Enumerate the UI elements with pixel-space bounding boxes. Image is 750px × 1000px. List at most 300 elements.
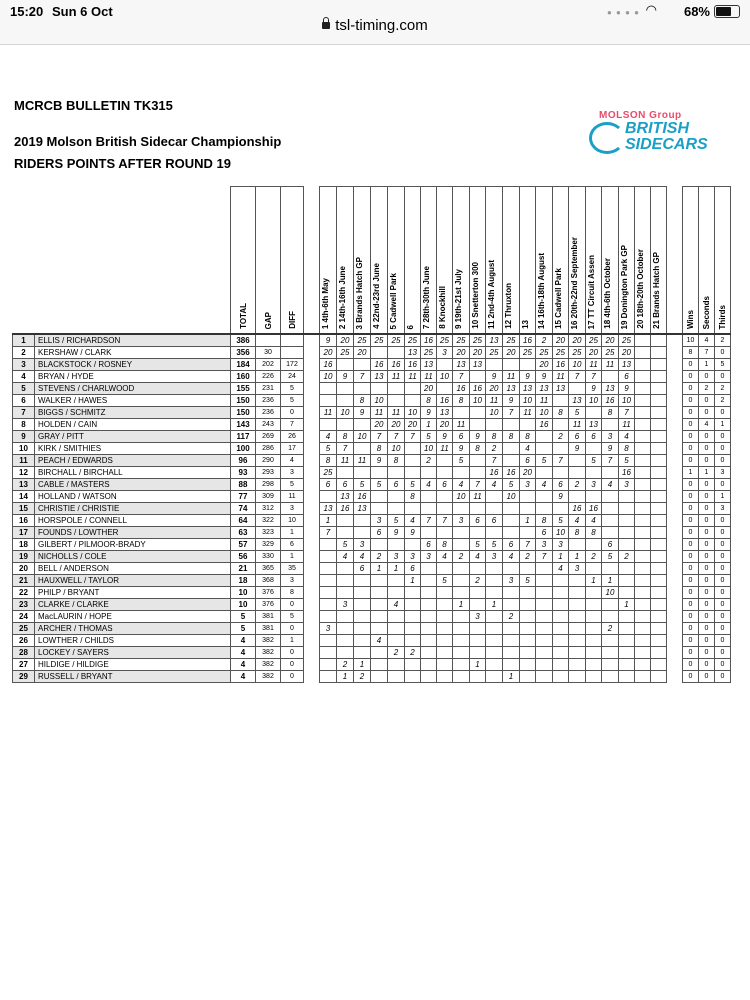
- rider-names: KIRK / SMITHIES: [35, 443, 231, 455]
- round-points: [602, 611, 619, 623]
- spacer: [304, 491, 320, 503]
- round-points: [486, 575, 503, 587]
- round-label: 8 Knockhill: [438, 286, 447, 329]
- thirds-count: 1: [715, 491, 731, 503]
- round-points: 20: [337, 334, 354, 347]
- header-round-9: [453, 187, 470, 335]
- rider-names: MacLAURIN / HOPE: [35, 611, 231, 623]
- header-round-10: [470, 187, 486, 335]
- round-points: 20: [569, 334, 586, 347]
- round-points: [354, 515, 371, 527]
- spacer: [667, 443, 683, 455]
- spacer: [667, 395, 683, 407]
- total-points: 4: [231, 671, 256, 683]
- position: 24: [13, 611, 35, 623]
- round-points: 5: [569, 407, 586, 419]
- spacer: [304, 359, 320, 371]
- gap: 382: [256, 647, 281, 659]
- round-points: [536, 467, 553, 479]
- round-points: 2: [337, 659, 354, 671]
- gap: 376: [256, 599, 281, 611]
- round-points: [520, 359, 536, 371]
- round-points: 8: [354, 395, 371, 407]
- round-points: [635, 671, 651, 683]
- diff: [281, 347, 304, 359]
- round-points: 1: [520, 515, 536, 527]
- round-points: [320, 671, 337, 683]
- rider-names: ELLIS / RICHARDSON: [35, 334, 231, 347]
- round-points: 10: [421, 443, 437, 455]
- round-points: [486, 635, 503, 647]
- round-points: [520, 635, 536, 647]
- round-label: 20 18th-20th October: [636, 249, 645, 329]
- spacer: [667, 467, 683, 479]
- round-points: [453, 407, 470, 419]
- round-points: [453, 563, 470, 575]
- wins-count: 0: [683, 443, 699, 455]
- round-points: [337, 635, 354, 647]
- round-points: 8: [371, 443, 388, 455]
- round-points: 16: [569, 503, 586, 515]
- seconds-count: 0: [699, 599, 715, 611]
- position: 4: [13, 371, 35, 383]
- wins-count: 0: [683, 419, 699, 431]
- round-points: [536, 443, 553, 455]
- round-points: [619, 563, 635, 575]
- round-points: 16: [536, 419, 553, 431]
- round-points: 20: [520, 467, 536, 479]
- round-points: 5: [602, 551, 619, 563]
- round-points: [405, 635, 421, 647]
- table-row: [13, 527, 731, 539]
- round-points: [635, 551, 651, 563]
- riders-points-table: [12, 186, 731, 683]
- round-points: 13: [470, 359, 486, 371]
- round-points: 7: [405, 431, 421, 443]
- round-points: [635, 419, 651, 431]
- round-points: [388, 659, 405, 671]
- round-points: [388, 623, 405, 635]
- header-total: [231, 187, 256, 335]
- round-points: 6: [586, 431, 602, 443]
- round-points: 4: [486, 479, 503, 491]
- gap: 381: [256, 611, 281, 623]
- round-points: 11: [602, 359, 619, 371]
- championship-title: 2019 Molson British Sidecar Championship: [14, 134, 282, 149]
- spacer: [667, 647, 683, 659]
- round-points: [635, 599, 651, 611]
- table-row: [13, 395, 731, 407]
- round-points: 25: [405, 334, 421, 347]
- wins-count: 0: [683, 395, 699, 407]
- wins-count: 0: [683, 431, 699, 443]
- diff: 0: [281, 647, 304, 659]
- round-points: [569, 599, 586, 611]
- round-points: [635, 479, 651, 491]
- rider-names: LOCKEY / SAYERS: [35, 647, 231, 659]
- round-points: [486, 659, 503, 671]
- round-points: [619, 659, 635, 671]
- seconds-count: 0: [699, 587, 715, 599]
- position: 27: [13, 659, 35, 671]
- round-points: [470, 623, 486, 635]
- round-points: [371, 467, 388, 479]
- diff: 0: [281, 407, 304, 419]
- round-points: [520, 599, 536, 611]
- round-points: [651, 515, 667, 527]
- round-points: 6: [503, 539, 520, 551]
- round-points: [486, 359, 503, 371]
- round-points: 2: [453, 551, 470, 563]
- diff: 8: [281, 587, 304, 599]
- round-points: [320, 383, 337, 395]
- round-points: [486, 587, 503, 599]
- round-points: [320, 587, 337, 599]
- round-points: 13: [586, 419, 602, 431]
- seconds-count: 0: [699, 527, 715, 539]
- round-points: 4: [437, 551, 453, 563]
- round-points: [405, 467, 421, 479]
- seconds-count: 0: [699, 491, 715, 503]
- table-row: [13, 587, 731, 599]
- round-points: [619, 647, 635, 659]
- position: 23: [13, 599, 35, 611]
- spacer: [304, 599, 320, 611]
- round-points: 3: [405, 551, 421, 563]
- round-points: 1: [405, 575, 421, 587]
- status-time: 15:20: [10, 4, 44, 19]
- round-points: 11: [520, 407, 536, 419]
- header-round-11: [486, 187, 503, 335]
- round-points: 5: [388, 515, 405, 527]
- round-points: 5: [371, 479, 388, 491]
- rider-names: HAUXWELL / TAYLOR: [35, 575, 231, 587]
- table-row: [13, 479, 731, 491]
- thirds-count: 2: [715, 395, 731, 407]
- round-points: [602, 527, 619, 539]
- spacer: [667, 419, 683, 431]
- header-round-6: [405, 187, 421, 335]
- round-points: 20: [536, 359, 553, 371]
- wins-count: 1: [683, 467, 699, 479]
- round-points: 8: [553, 407, 569, 419]
- table-row: [13, 575, 731, 587]
- round-points: 20: [486, 383, 503, 395]
- round-points: 8: [569, 527, 586, 539]
- round-points: [371, 491, 388, 503]
- round-points: [553, 395, 569, 407]
- round-points: [354, 359, 371, 371]
- gap: 269: [256, 431, 281, 443]
- round-points: [437, 383, 453, 395]
- round-points: 16: [320, 359, 337, 371]
- round-points: [635, 347, 651, 359]
- round-points: [388, 503, 405, 515]
- round-points: 4: [354, 551, 371, 563]
- round-points: 13: [421, 359, 437, 371]
- round-points: [405, 539, 421, 551]
- position: 5: [13, 383, 35, 395]
- table-row: [13, 611, 731, 623]
- spacer: [667, 383, 683, 395]
- round-points: [651, 551, 667, 563]
- round-points: 11: [503, 371, 520, 383]
- round-points: 25: [388, 334, 405, 347]
- round-points: [421, 659, 437, 671]
- round-points: [651, 587, 667, 599]
- round-points: [320, 491, 337, 503]
- round-points: [520, 503, 536, 515]
- header-blank: [667, 187, 683, 335]
- wins-count: 0: [683, 671, 699, 683]
- round-points: [405, 587, 421, 599]
- round-points: [486, 671, 503, 683]
- round-points: [421, 599, 437, 611]
- round-points: 25: [503, 334, 520, 347]
- seconds-count: 1: [699, 359, 715, 371]
- spacer: [304, 419, 320, 431]
- round-points: [486, 491, 503, 503]
- round-points: [553, 419, 569, 431]
- header-round-2: [337, 187, 354, 335]
- round-points: [503, 623, 520, 635]
- total-points: 100: [231, 443, 256, 455]
- round-points: [437, 527, 453, 539]
- round-points: 6: [421, 539, 437, 551]
- round-points: [337, 515, 354, 527]
- seconds-count: 4: [699, 419, 715, 431]
- spacer: [667, 371, 683, 383]
- round-points: 16: [553, 359, 569, 371]
- round-points: [388, 467, 405, 479]
- round-points: [520, 623, 536, 635]
- round-points: [453, 671, 470, 683]
- round-points: 7: [619, 407, 635, 419]
- round-points: 5: [320, 443, 337, 455]
- round-points: [470, 455, 486, 467]
- spacer: [667, 611, 683, 623]
- seconds-count: 4: [699, 334, 715, 347]
- round-points: [553, 647, 569, 659]
- round-points: 6: [437, 479, 453, 491]
- round-points: [651, 671, 667, 683]
- round-points: 2: [354, 671, 371, 683]
- total-points: 64: [231, 515, 256, 527]
- round-points: [520, 671, 536, 683]
- round-points: [486, 527, 503, 539]
- thirds-count: 0: [715, 347, 731, 359]
- round-points: [635, 383, 651, 395]
- round-points: [371, 659, 388, 671]
- spacer: [304, 623, 320, 635]
- round-points: 3: [453, 515, 470, 527]
- rider-names: BELL / ANDERSON: [35, 563, 231, 575]
- round-points: 2: [619, 551, 635, 563]
- thirds-count: 0: [715, 527, 731, 539]
- header-label-seconds: Seconds: [702, 295, 711, 329]
- round-points: 13: [371, 371, 388, 383]
- round-points: [651, 443, 667, 455]
- round-points: [453, 527, 470, 539]
- spacer: [304, 443, 320, 455]
- round-points: 11: [371, 407, 388, 419]
- round-points: 11: [470, 491, 486, 503]
- round-points: [651, 527, 667, 539]
- round-label: 18 4th-6th October: [603, 258, 612, 329]
- header-blank: [13, 187, 35, 335]
- round-points: 13: [453, 359, 470, 371]
- round-points: 25: [602, 347, 619, 359]
- header-gap: [256, 187, 281, 335]
- round-points: [651, 611, 667, 623]
- wifi-icon: ◠: [645, 2, 657, 17]
- round-points: [337, 563, 354, 575]
- seconds-count: 0: [699, 479, 715, 491]
- round-points: [651, 539, 667, 551]
- header-round-1: [320, 187, 337, 335]
- round-points: 9: [337, 371, 354, 383]
- thirds-count: 0: [715, 515, 731, 527]
- diff: 172: [281, 359, 304, 371]
- round-points: 2: [421, 455, 437, 467]
- gap: 365: [256, 563, 281, 575]
- address-bar[interactable]: [0, 17, 750, 34]
- round-points: [635, 635, 651, 647]
- rider-names: WALKER / HAWES: [35, 395, 231, 407]
- round-points: [503, 647, 520, 659]
- round-points: [470, 671, 486, 683]
- header-blank: [35, 187, 231, 335]
- round-points: 10: [503, 491, 520, 503]
- round-points: 16: [520, 334, 536, 347]
- round-points: 13: [405, 347, 421, 359]
- signal-icon: ● ● ● ●: [607, 8, 640, 17]
- round-points: [503, 587, 520, 599]
- round-points: [337, 587, 354, 599]
- round-points: 7: [586, 371, 602, 383]
- round-points: [619, 623, 635, 635]
- round-points: [651, 395, 667, 407]
- round-points: [503, 419, 520, 431]
- round-points: [320, 419, 337, 431]
- rider-names: RUSSELL / BRYANT: [35, 671, 231, 683]
- round-points: [421, 587, 437, 599]
- round-points: 20: [602, 334, 619, 347]
- round-points: 16: [421, 334, 437, 347]
- round-points: [437, 659, 453, 671]
- table-row: [13, 455, 731, 467]
- round-points: 4: [586, 515, 602, 527]
- round-points: [586, 587, 602, 599]
- spacer: [304, 383, 320, 395]
- round-points: 7: [453, 371, 470, 383]
- diff: 0: [281, 659, 304, 671]
- seconds-count: 0: [699, 371, 715, 383]
- round-points: [388, 383, 405, 395]
- position: 28: [13, 647, 35, 659]
- thirds-count: 0: [715, 563, 731, 575]
- round-points: [405, 383, 421, 395]
- round-points: [651, 647, 667, 659]
- round-points: [388, 347, 405, 359]
- round-points: [520, 647, 536, 659]
- diff: 1: [281, 551, 304, 563]
- round-points: [569, 575, 586, 587]
- round-points: 7: [553, 455, 569, 467]
- round-points: 3: [337, 599, 354, 611]
- round-label: 16 20th-22nd September: [570, 236, 579, 329]
- spacer: [304, 611, 320, 623]
- round-points: [651, 635, 667, 647]
- round-label: 1 4th-6th May: [321, 277, 330, 329]
- round-points: 7: [371, 431, 388, 443]
- round-points: [635, 587, 651, 599]
- header-round-18: [602, 187, 619, 335]
- wins-count: 0: [683, 491, 699, 503]
- round-points: [405, 455, 421, 467]
- round-points: 13: [503, 383, 520, 395]
- spacer: [667, 515, 683, 527]
- spacer: [667, 635, 683, 647]
- round-points: [371, 599, 388, 611]
- gap: 231: [256, 383, 281, 395]
- round-points: 2: [520, 551, 536, 563]
- round-points: 5: [503, 479, 520, 491]
- round-points: [354, 611, 371, 623]
- round-points: [635, 395, 651, 407]
- round-points: [619, 503, 635, 515]
- round-points: [536, 635, 553, 647]
- rider-names: HOLDEN / CAIN: [35, 419, 231, 431]
- round-points: [320, 659, 337, 671]
- table-row: [13, 551, 731, 563]
- round-points: [354, 647, 371, 659]
- table-row: [13, 599, 731, 611]
- round-points: 10: [520, 395, 536, 407]
- round-points: 3: [320, 623, 337, 635]
- round-points: 10: [553, 527, 569, 539]
- gap: 329: [256, 539, 281, 551]
- round-points: 2: [388, 647, 405, 659]
- status-date: Sun 6 Oct: [52, 4, 113, 19]
- thirds-count: 0: [715, 551, 731, 563]
- logo-swirl-icon: [589, 122, 625, 154]
- round-points: [371, 575, 388, 587]
- round-points: [437, 491, 453, 503]
- round-points: 4: [619, 431, 635, 443]
- standings-subtitle: RIDERS POINTS AFTER ROUND 19: [14, 156, 231, 171]
- seconds-count: 0: [699, 659, 715, 671]
- diff: 10: [281, 515, 304, 527]
- round-points: 10: [536, 407, 553, 419]
- round-points: 16: [405, 359, 421, 371]
- round-label: 4 22nd-23rd June: [372, 263, 381, 329]
- round-points: 10: [405, 407, 421, 419]
- round-points: [337, 647, 354, 659]
- round-label: 12 Thruxton: [504, 283, 513, 329]
- spacer: [667, 491, 683, 503]
- round-points: [635, 407, 651, 419]
- rider-names: PEACH / EDWARDS: [35, 455, 231, 467]
- round-points: 11: [569, 419, 586, 431]
- round-points: [337, 359, 354, 371]
- round-points: [536, 647, 553, 659]
- round-points: 9: [486, 371, 503, 383]
- round-points: 9: [453, 443, 470, 455]
- gap: 290: [256, 455, 281, 467]
- diff: 3: [281, 575, 304, 587]
- diff: 26: [281, 431, 304, 443]
